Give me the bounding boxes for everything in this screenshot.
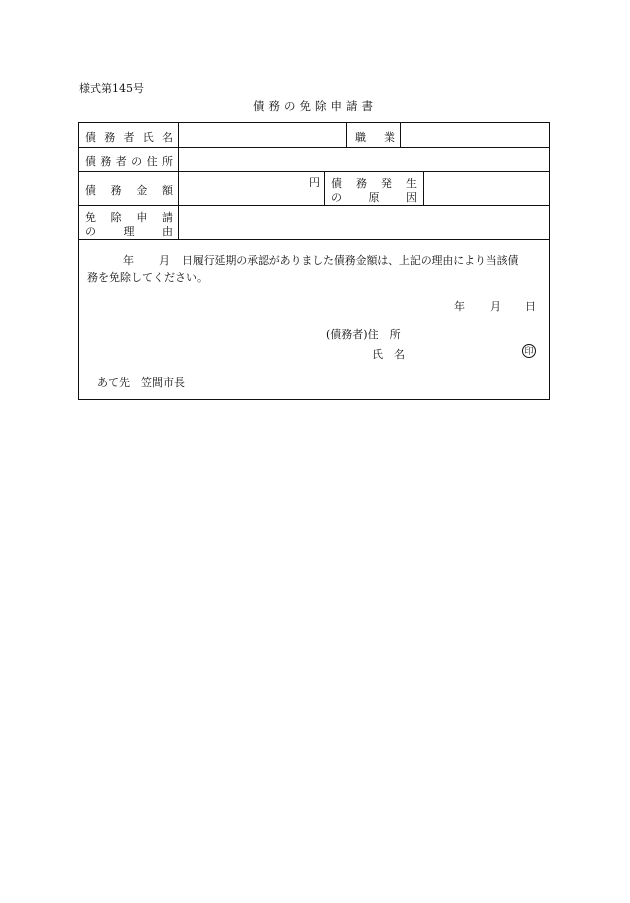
statement-line1 bbox=[87, 252, 543, 269]
statement-block bbox=[87, 252, 543, 286]
divider bbox=[324, 172, 325, 205]
label-debtor-name bbox=[85, 129, 173, 145]
label-char: 因 bbox=[406, 191, 417, 204]
applicant-address-label: (債務者)住 所 bbox=[326, 328, 401, 341]
seal-mark: 印 bbox=[522, 344, 536, 358]
label-char: 理 bbox=[123, 225, 135, 238]
label-char: 除 bbox=[110, 211, 122, 224]
label-char: 由 bbox=[162, 225, 173, 238]
label-char: の bbox=[131, 155, 143, 168]
debtor-name-field[interactable] bbox=[179, 123, 345, 148]
occupation-field[interactable] bbox=[401, 123, 547, 148]
label-char: 生 bbox=[406, 177, 417, 190]
label-char: 者 bbox=[115, 155, 127, 168]
label-char: 氏 bbox=[142, 131, 154, 144]
form-number: 様式第145号 bbox=[79, 82, 144, 95]
statement-year: 年 bbox=[123, 254, 134, 267]
label-char: 債 bbox=[331, 177, 342, 190]
cause-field[interactable] bbox=[424, 172, 547, 206]
label-debtor-address bbox=[85, 153, 173, 169]
label-char: 免 bbox=[85, 211, 96, 224]
yen-unit: 円 bbox=[309, 176, 320, 189]
row-debt-amount bbox=[79, 172, 549, 206]
applicant-name-label: 氏 名 bbox=[372, 348, 405, 361]
debt-amount-field[interactable] bbox=[179, 172, 323, 206]
label-char: 者 bbox=[123, 131, 135, 144]
row-debtor-name bbox=[79, 123, 549, 148]
statement-line2: 務を免除してください。 bbox=[87, 271, 208, 284]
date-day: 日 bbox=[525, 300, 536, 313]
label-char: 務 bbox=[100, 155, 112, 168]
label-char: の bbox=[85, 225, 96, 238]
divider bbox=[346, 123, 347, 147]
date-month: 月 bbox=[490, 300, 501, 313]
label-char: 金 bbox=[136, 184, 148, 197]
statement-month: 月 bbox=[159, 254, 170, 267]
label-debt-amount bbox=[85, 182, 173, 198]
label-char: 名 bbox=[162, 131, 173, 144]
reason-field[interactable] bbox=[179, 206, 547, 240]
label-char: 務 bbox=[104, 131, 116, 144]
label-reason-line2 bbox=[85, 223, 173, 239]
label-char: 債 bbox=[85, 184, 96, 197]
label-char: 職 bbox=[355, 131, 366, 144]
debtor-address-field[interactable] bbox=[179, 148, 547, 172]
row-exemption-reason bbox=[79, 206, 549, 240]
label-char: 債 bbox=[85, 155, 96, 168]
addressee: あて先 笠間市長 bbox=[97, 376, 185, 389]
label-char: 申 bbox=[136, 211, 148, 224]
label-char: 請 bbox=[161, 211, 173, 224]
form-title: 債務の免除申請書 bbox=[253, 99, 377, 113]
label-char: 額 bbox=[161, 184, 173, 197]
label-char: 債 bbox=[85, 131, 96, 144]
label-occupation bbox=[355, 129, 395, 145]
label-char: 業 bbox=[384, 131, 395, 144]
form-frame bbox=[78, 122, 550, 400]
date-year: 年 bbox=[454, 300, 465, 313]
label-char: 住 bbox=[146, 155, 158, 168]
row-debtor-address bbox=[79, 148, 549, 172]
label-char: 務 bbox=[356, 177, 367, 190]
label-char: の bbox=[331, 191, 342, 204]
label-cause-line2 bbox=[331, 189, 417, 205]
statement-text-line1: 日履行延期の承認がありました債務金額は、上記の理由により当該債 bbox=[182, 254, 519, 267]
label-char: 原 bbox=[368, 191, 380, 204]
label-char: 発 bbox=[381, 177, 392, 190]
label-char: 務 bbox=[110, 184, 122, 197]
label-char: 所 bbox=[161, 155, 173, 168]
